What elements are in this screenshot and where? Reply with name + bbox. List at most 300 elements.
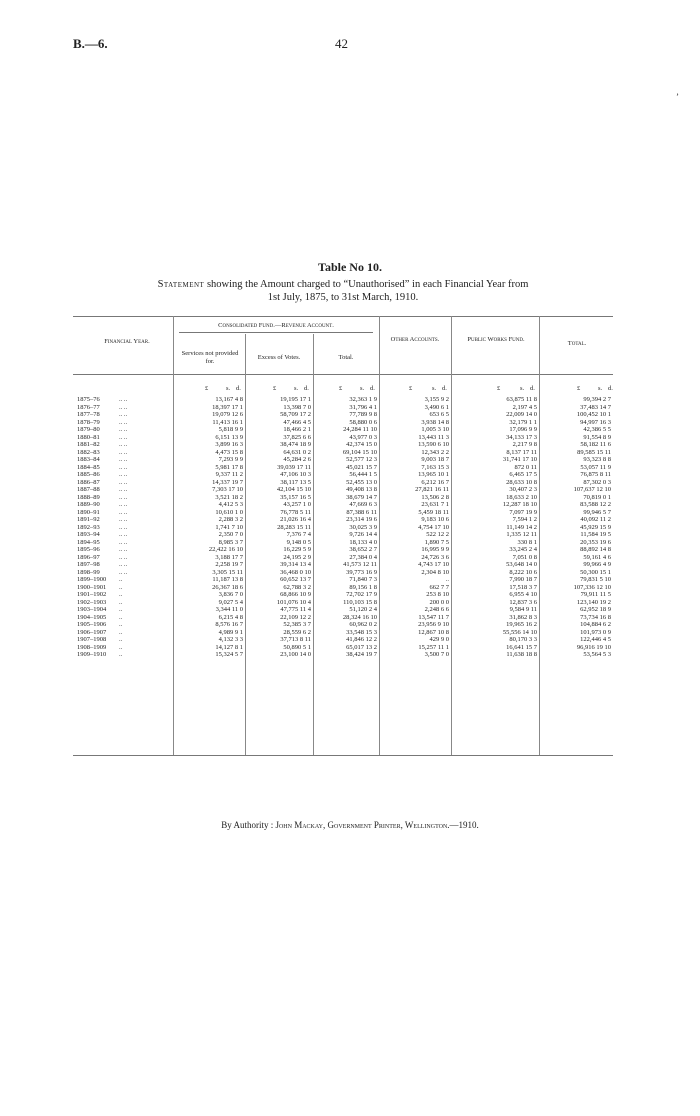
other-accounts-cell: 522 12 2 [426,531,449,538]
imprint-year: —1910. [449,820,479,830]
financial-year-cell: 1903–1904 [77,606,107,613]
excess-cell: 16,229 5 9 [283,546,311,553]
excess-cell: 47,775 11 4 [280,606,311,613]
subtotal-cell: 77,789 9 8 [349,411,377,418]
financial-year-cell: 1891–92 [77,516,100,523]
public-works-cell: 32,179 1 1 [509,418,537,426]
other-accounts-cell: 15,257 11 1 [418,643,449,651]
public-works-cell: 55,556 14 10 [502,628,537,636]
leader-dots: .. .. [119,546,128,553]
statement-line-1: showing the Amount charged to “Unauthorised” in each Financial Year from [206,279,529,290]
total-cell: 53,564 5 3 [583,651,611,658]
excess-cell: 45,284 2 6 [283,456,311,463]
table-row [73,449,613,457]
other-accounts-cell: 23,956 9 10 [418,621,449,628]
public-works-cell: 7,097 19 9 [509,508,537,516]
leader-dots: .. .. [119,523,128,531]
subtotal-cell: 60,962 0 2 [349,621,377,628]
pound-sign: £ [409,385,413,392]
total-cell: 99,946 5 7 [583,508,611,516]
other-accounts-cell: 1,890 7 5 [424,538,449,546]
total-cell: 73,734 16 8 [580,613,611,621]
financial-year-cell: 1890–91 [77,508,100,516]
public-works-cell: 18,633 2 10 [506,493,537,501]
subtotal-cell: 32,363 1 9 [349,396,377,403]
financial-year-cell: 1906–1907 [77,628,107,636]
public-works-cell: 1,335 12 11 [506,531,537,538]
total-cell: 89,585 15 11 [577,448,611,456]
services-cell: 18,397 17 1 [212,403,243,411]
services-cell: 11,413 16 1 [212,418,243,426]
total-cell: 107,336 12 10 [573,583,611,591]
excess-cell: 18,466 2 1 [283,426,311,433]
financial-year-cell: 1895–96 [77,546,100,553]
public-works-cell: 330 8 1 [517,538,537,546]
excess-cell: 47,466 4 5 [283,418,311,426]
total-cell: 42,386 5 5 [583,426,611,433]
excess-cell: 101,076 10 4 [276,598,311,606]
excess-cell: 68,866 10 9 [280,591,311,598]
services-cell: 3,899 16 3 [215,441,243,448]
other-accounts-cell: 24,726 3 6 [421,553,449,561]
services-cell: 6,151 13 9 [215,433,243,441]
public-works-cell: 31,741 17 10 [502,456,537,463]
pence-sign: d. [236,385,241,392]
subtotal-cell: 30,025 3 9 [349,523,377,531]
page-number: 42 [335,36,348,51]
subtotal-cell: 58,880 0 6 [349,418,377,426]
table-row [73,561,613,569]
services-cell: 4,132 3 3 [218,636,243,643]
total-cell: 59,161 4 6 [583,553,611,561]
public-works-cell: 11,149 14 2 [506,523,537,531]
table-row [73,591,613,599]
financial-year-cell: 1885–86 [77,471,100,478]
imprint-printer: John Mackay, Government Printer, Wellington. [275,820,450,830]
financial-year-cell: 1879–80 [77,426,100,433]
subtotal-cell: 38,652 2 7 [349,546,377,553]
other-accounts-header: Other Accounts. [390,336,440,343]
public-works-cell: 11,638 18 8 [506,651,537,658]
public-works-cell: 7,594 1 2 [512,516,537,523]
public-works-cell: 8,137 17 11 [506,448,537,456]
table-row [73,629,613,637]
margin-mark: ʼ [676,92,679,102]
other-accounts-cell: 253 8 10 [426,591,449,598]
other-accounts-cell: 13,965 10 1 [418,471,449,478]
table-row [73,486,613,494]
other-accounts-cell: 9,183 10 6 [421,516,449,523]
excess-cell: 39,039 17 11 [277,463,311,471]
total-cell: 122,446 4 5 [580,636,611,643]
leader-dots: .. .. [119,463,128,471]
pound-sign: £ [339,385,343,392]
other-accounts-cell: 7,163 15 3 [421,463,449,471]
public-works-cell: 2,217 9 8 [512,441,537,448]
leader-dots: .. .. [119,501,128,508]
other-accounts-cell: 3,155 9 2 [424,396,449,403]
other-accounts-cell: 23,631 7 1 [421,501,449,508]
leader-dots: .. [119,643,123,651]
financial-year-cell: 1878–79 [77,418,100,426]
pence-sign: d. [608,385,613,392]
consolidated-underline [179,332,373,333]
financial-year-cell: 1877–78 [77,411,100,418]
total-cell: 107,637 12 10 [573,486,611,493]
total-cell: 123,140 19 2 [576,598,611,606]
excess-cell: 62,788 3 2 [283,583,311,591]
leader-dots: .. .. [119,531,128,538]
subtotal-cell: 56,444 1 5 [349,471,377,478]
subtotal-cell: 49,408 13 8 [346,486,377,493]
public-works-cell: 80,170 3 3 [509,636,537,643]
financial-year-cell: 1904–1905 [77,613,107,621]
services-cell: 4,412 5 3 [218,501,243,508]
table-bottom-rule [73,755,613,756]
leader-dots: .. .. [119,448,128,456]
excess-cell: 21,026 16 4 [280,516,311,523]
excess-cell: 37,713 8 11 [280,636,311,643]
subtotal-cell: 18,133 4 0 [349,538,377,546]
shilling-sign: s. [294,385,299,392]
public-works-cell: 30,407 2 3 [509,486,537,493]
subtotal-cell: 52,455 13 0 [346,478,377,486]
public-works-cell: 12,287 18 10 [502,501,537,508]
table-row [73,621,613,629]
subtotal-cell: 89,156 1 8 [349,583,377,591]
financial-year-cell: 1887–88 [77,486,100,493]
other-accounts-cell: 9,003 18 7 [421,456,449,463]
leader-dots: .. [119,598,123,606]
shilling-sign: s. [360,385,365,392]
other-accounts-cell: 27,821 16 11 [415,486,449,493]
subtotal-cell: 110,103 15 8 [343,598,377,606]
table-row [73,471,613,479]
leader-dots: .. .. [119,403,128,411]
public-works-cell: 28,633 10 8 [506,478,537,486]
services-cell: 4,989 9 1 [218,628,243,636]
excess-cell: 39,314 13 4 [280,561,311,568]
other-accounts-cell: 3,500 7 0 [424,651,449,658]
table-row [73,636,613,644]
services-cell: 2,288 3 2 [218,516,243,523]
other-accounts-cell: 13,506 2 8 [421,493,449,501]
subtotal-cell: 24,284 11 10 [343,426,377,433]
table-row [73,479,613,487]
financial-year-cell: 1896–97 [77,553,100,561]
public-works-cell: 8,222 10 6 [509,568,537,576]
table-row [73,584,613,592]
table-subtitle [73,278,613,304]
services-cell: 14,127 8 1 [215,643,243,651]
total-cell: 79,831 5 10 [580,576,611,583]
subtotal-cell: 69,104 15 10 [342,448,377,456]
shilling-sign: s. [226,385,231,392]
other-accounts-cell: .. [445,576,449,583]
pence-sign: d. [442,385,447,392]
public-works-cell: 17,518 3 7 [509,583,537,591]
other-accounts-cell: 429 9 0 [429,636,449,643]
other-accounts-cell: 12,343 2 2 [421,448,449,456]
public-works-cell: 22,009 14 0 [506,411,537,418]
pound-sign: £ [577,385,581,392]
other-accounts-cell: 12,867 10 8 [418,628,449,636]
services-cell: 3,836 7 0 [218,591,243,598]
table-row [73,494,613,502]
total-cell: 99,966 4 9 [583,561,611,568]
document-reference: B.—6. [73,36,108,51]
total-cell: 53,057 11 9 [580,463,611,471]
financial-year-cell: 1892–93 [77,523,100,531]
imprint-prefix: By Authority : [221,820,274,830]
services-cell: 14,337 19 7 [212,478,243,486]
total-cell: 94,997 16 3 [580,418,611,426]
table-row [73,404,613,412]
financial-year-cell: 1888–89 [77,493,100,501]
subtotal-cell: 31,796 4 1 [349,403,377,411]
services-cell: 5,818 9 9 [218,426,243,433]
table-row [73,411,613,419]
table-row [73,509,613,517]
excess-cell: 76,778 5 11 [280,508,311,516]
excess-cell: 35,157 16 5 [280,493,311,501]
total-cell: 79,911 11 5 [580,591,611,598]
excess-cell: 24,195 2 9 [283,553,311,561]
pound-sign: £ [205,385,209,392]
excess-header: Excess of Votes. [257,354,301,361]
financial-year-header: Financial Year. [104,338,150,345]
other-accounts-cell: 13,547 11 7 [418,613,449,621]
financial-year-cell: 1908–1909 [77,643,107,651]
leader-dots: .. .. [119,478,128,486]
excess-cell: 38,474 18 9 [280,441,311,448]
total-cell: 58,182 11 6 [580,441,611,448]
unauthorised-expenditure-table [73,316,613,756]
page-header [73,36,613,52]
table-row [73,614,613,622]
table-row [73,434,613,442]
public-works-cell: 872 0 11 [514,463,537,471]
total-cell: 40,092 11 2 [580,516,611,523]
public-works-cell: 12,837 3 6 [509,598,537,606]
leader-dots: .. .. [119,508,128,516]
other-accounts-cell: 1,005 3 10 [421,426,449,433]
subtotal-cell: 33,548 15 3 [346,628,377,636]
subtotal-cell: 72,702 17 9 [346,591,377,598]
table-row [73,441,613,449]
services-cell: 8,985 3 7 [218,538,243,546]
financial-year-cell: 1898–99 [77,568,100,576]
leader-dots: .. [119,621,123,628]
total-cell: 62,952 18 9 [580,606,611,613]
services-cell: 2,258 19 7 [215,561,243,568]
total-cell: 93,323 8 8 [583,456,611,463]
excess-cell: 23,100 14 0 [280,651,311,658]
services-cell: 4,473 15 8 [215,448,243,456]
excess-cell: 28,283 15 11 [277,523,311,531]
excess-cell: 58,709 17 2 [280,411,311,418]
table-row [73,539,613,547]
excess-cell: 36,468 0 10 [280,568,311,576]
financial-year-cell: 1883–84 [77,456,100,463]
public-works-cell: 34,133 17 3 [506,433,537,441]
financial-year-cell: 1889–90 [77,501,100,508]
shilling-sign: s. [598,385,603,392]
services-cell: 6,215 4 8 [218,613,243,621]
pence-sign: d. [370,385,375,392]
leader-dots: .. .. [119,538,128,546]
services-cell: 22,422 16 10 [208,546,243,553]
other-accounts-cell: 4,754 17 10 [418,523,449,531]
table-row [73,599,613,607]
subtotal-cell: 45,021 15 7 [346,463,377,471]
table-row [73,651,613,659]
leader-dots: .. [119,651,123,658]
services-cell: 9,337 11 2 [215,471,243,478]
subtotal-cell: 38,424 19 7 [346,651,377,658]
financial-year-cell: 1899–1900 [77,576,107,583]
services-cell: 3,188 17 7 [215,553,243,561]
pence-sign: d. [530,385,535,392]
services-cell: 19,079 12 6 [212,411,243,418]
subtotal-cell: 65,017 13 2 [346,643,377,651]
financial-year-cell: 1905–1906 [77,621,107,628]
public-works-cell: 53,648 14 0 [506,561,537,568]
excess-cell: 37,825 6 6 [283,433,311,441]
subtotal-header: Total. [338,354,354,361]
subtotal-cell: 41,846 12 2 [346,636,377,643]
services-cell: 10,610 1 0 [215,508,243,516]
table-row [73,554,613,562]
table-row [73,456,613,464]
public-works-cell: 7,051 0 8 [512,553,537,561]
leader-dots: .. .. [119,553,128,561]
public-works-cell: 6,465 17 5 [509,471,537,478]
leader-dots: .. [119,613,123,621]
table-row [73,516,613,524]
pence-sign: d. [304,385,309,392]
excess-cell: 60,652 13 7 [280,576,311,583]
other-accounts-cell: 2,304 8 10 [421,568,449,576]
subtotal-cell: 42,374 15 0 [346,441,377,448]
total-cell: 50,300 15 1 [580,568,611,576]
excess-cell: 50,890 5 1 [283,643,311,651]
services-cell: 9,027 5 4 [218,598,243,606]
excess-cell: 13,398 7 0 [283,403,311,411]
other-accounts-cell: 653 6 5 [429,411,449,418]
financial-year-cell: 1893–94 [77,531,100,538]
financial-year-cell: 1907–1908 [77,636,107,643]
subtotal-cell: 39,773 16 9 [346,568,377,576]
total-cell: 100,452 10 1 [576,411,611,418]
public-works-cell: 33,245 2 4 [509,546,537,553]
financial-year-cell: 1884–85 [77,463,100,471]
total-cell: 99,394 2 7 [583,396,611,403]
other-accounts-cell: 13,443 11 3 [418,433,449,441]
header-rule [73,374,613,375]
total-cell: 101,973 0 9 [580,628,611,636]
table-row [73,569,613,577]
excess-cell: 42,104 15 10 [276,486,311,493]
subtotal-cell: 87,388 6 11 [346,508,377,516]
excess-cell: 28,559 6 2 [283,628,311,636]
public-works-header: Public Works Fund. [467,336,525,343]
other-accounts-cell: 13,590 6 10 [418,441,449,448]
total-cell: 70,819 0 1 [583,493,611,501]
excess-cell: 47,106 10 3 [280,471,311,478]
services-cell: 3,344 11 0 [215,606,243,613]
public-works-cell: 16,641 15 7 [506,643,537,651]
pound-sign: £ [497,385,501,392]
leader-dots: .. [119,583,123,591]
public-works-cell: 19,965 16 2 [506,621,537,628]
public-works-cell: 7,990 18 7 [509,576,537,583]
services-cell: 2,350 7 0 [218,531,243,538]
printer-imprint [0,820,700,830]
public-works-cell: 63,875 11 8 [506,396,537,403]
statement-lead: Statement [157,279,205,290]
services-cell: 1,741 7 10 [215,523,243,531]
leader-dots: .. .. [119,433,128,441]
excess-cell: 7,376 7 4 [286,531,311,538]
leader-dots: .. .. [119,441,128,448]
subtotal-cell: 41,573 12 11 [343,561,377,568]
table-row [73,546,613,554]
services-cell: 13,167 4 8 [215,396,243,403]
subtotal-cell: 27,384 0 4 [349,553,377,561]
excess-cell: 64,631 0 2 [283,448,311,456]
table-row [73,501,613,509]
leader-dots: .. [119,628,123,636]
other-accounts-cell: 3,490 6 1 [424,403,449,411]
public-works-cell: 17,096 9 9 [509,426,537,433]
table-row [73,396,613,404]
leader-dots: .. .. [119,471,128,478]
leader-dots: .. .. [119,493,128,501]
financial-year-cell: 1894–95 [77,538,100,546]
table-row [73,606,613,614]
total-cell: 104,884 6 2 [580,621,611,628]
excess-cell: 43,257 1 0 [283,501,311,508]
table-row [73,524,613,532]
services-cell: 7,303 17 10 [212,486,243,493]
subtotal-cell: 23,314 19 6 [346,516,377,523]
total-cell: 91,554 8 9 [583,433,611,441]
leader-dots: .. [119,636,123,643]
excess-cell: 19,195 17 1 [280,396,311,403]
total-cell: 76,875 8 11 [580,471,611,478]
other-accounts-cell: 200 0 0 [429,598,449,606]
services-header: Services not provided for. [181,350,239,365]
financial-year-cell: 1900–1901 [77,583,107,591]
table-row [73,426,613,434]
services-cell: 8,576 16 7 [215,621,243,628]
subtotal-cell: 51,120 2 4 [349,606,377,613]
subtotal-cell: 71,840 7 3 [349,576,377,583]
other-accounts-cell: 2,248 6 6 [424,606,449,613]
subtotal-cell: 28,324 16 10 [342,613,377,621]
total-cell: 88,892 14 8 [580,546,611,553]
table-row [73,464,613,472]
total-cell: 83,588 12 2 [580,501,611,508]
leader-dots: .. .. [119,561,128,568]
excess-cell: 52,385 3 7 [283,621,311,628]
pound-sign: £ [273,385,277,392]
excess-cell: 22,109 12 2 [280,613,311,621]
financial-year-cell: 1880–81 [77,433,100,441]
financial-year-cell: 1882–83 [77,448,100,456]
excess-cell: 9,148 0 5 [286,538,311,546]
